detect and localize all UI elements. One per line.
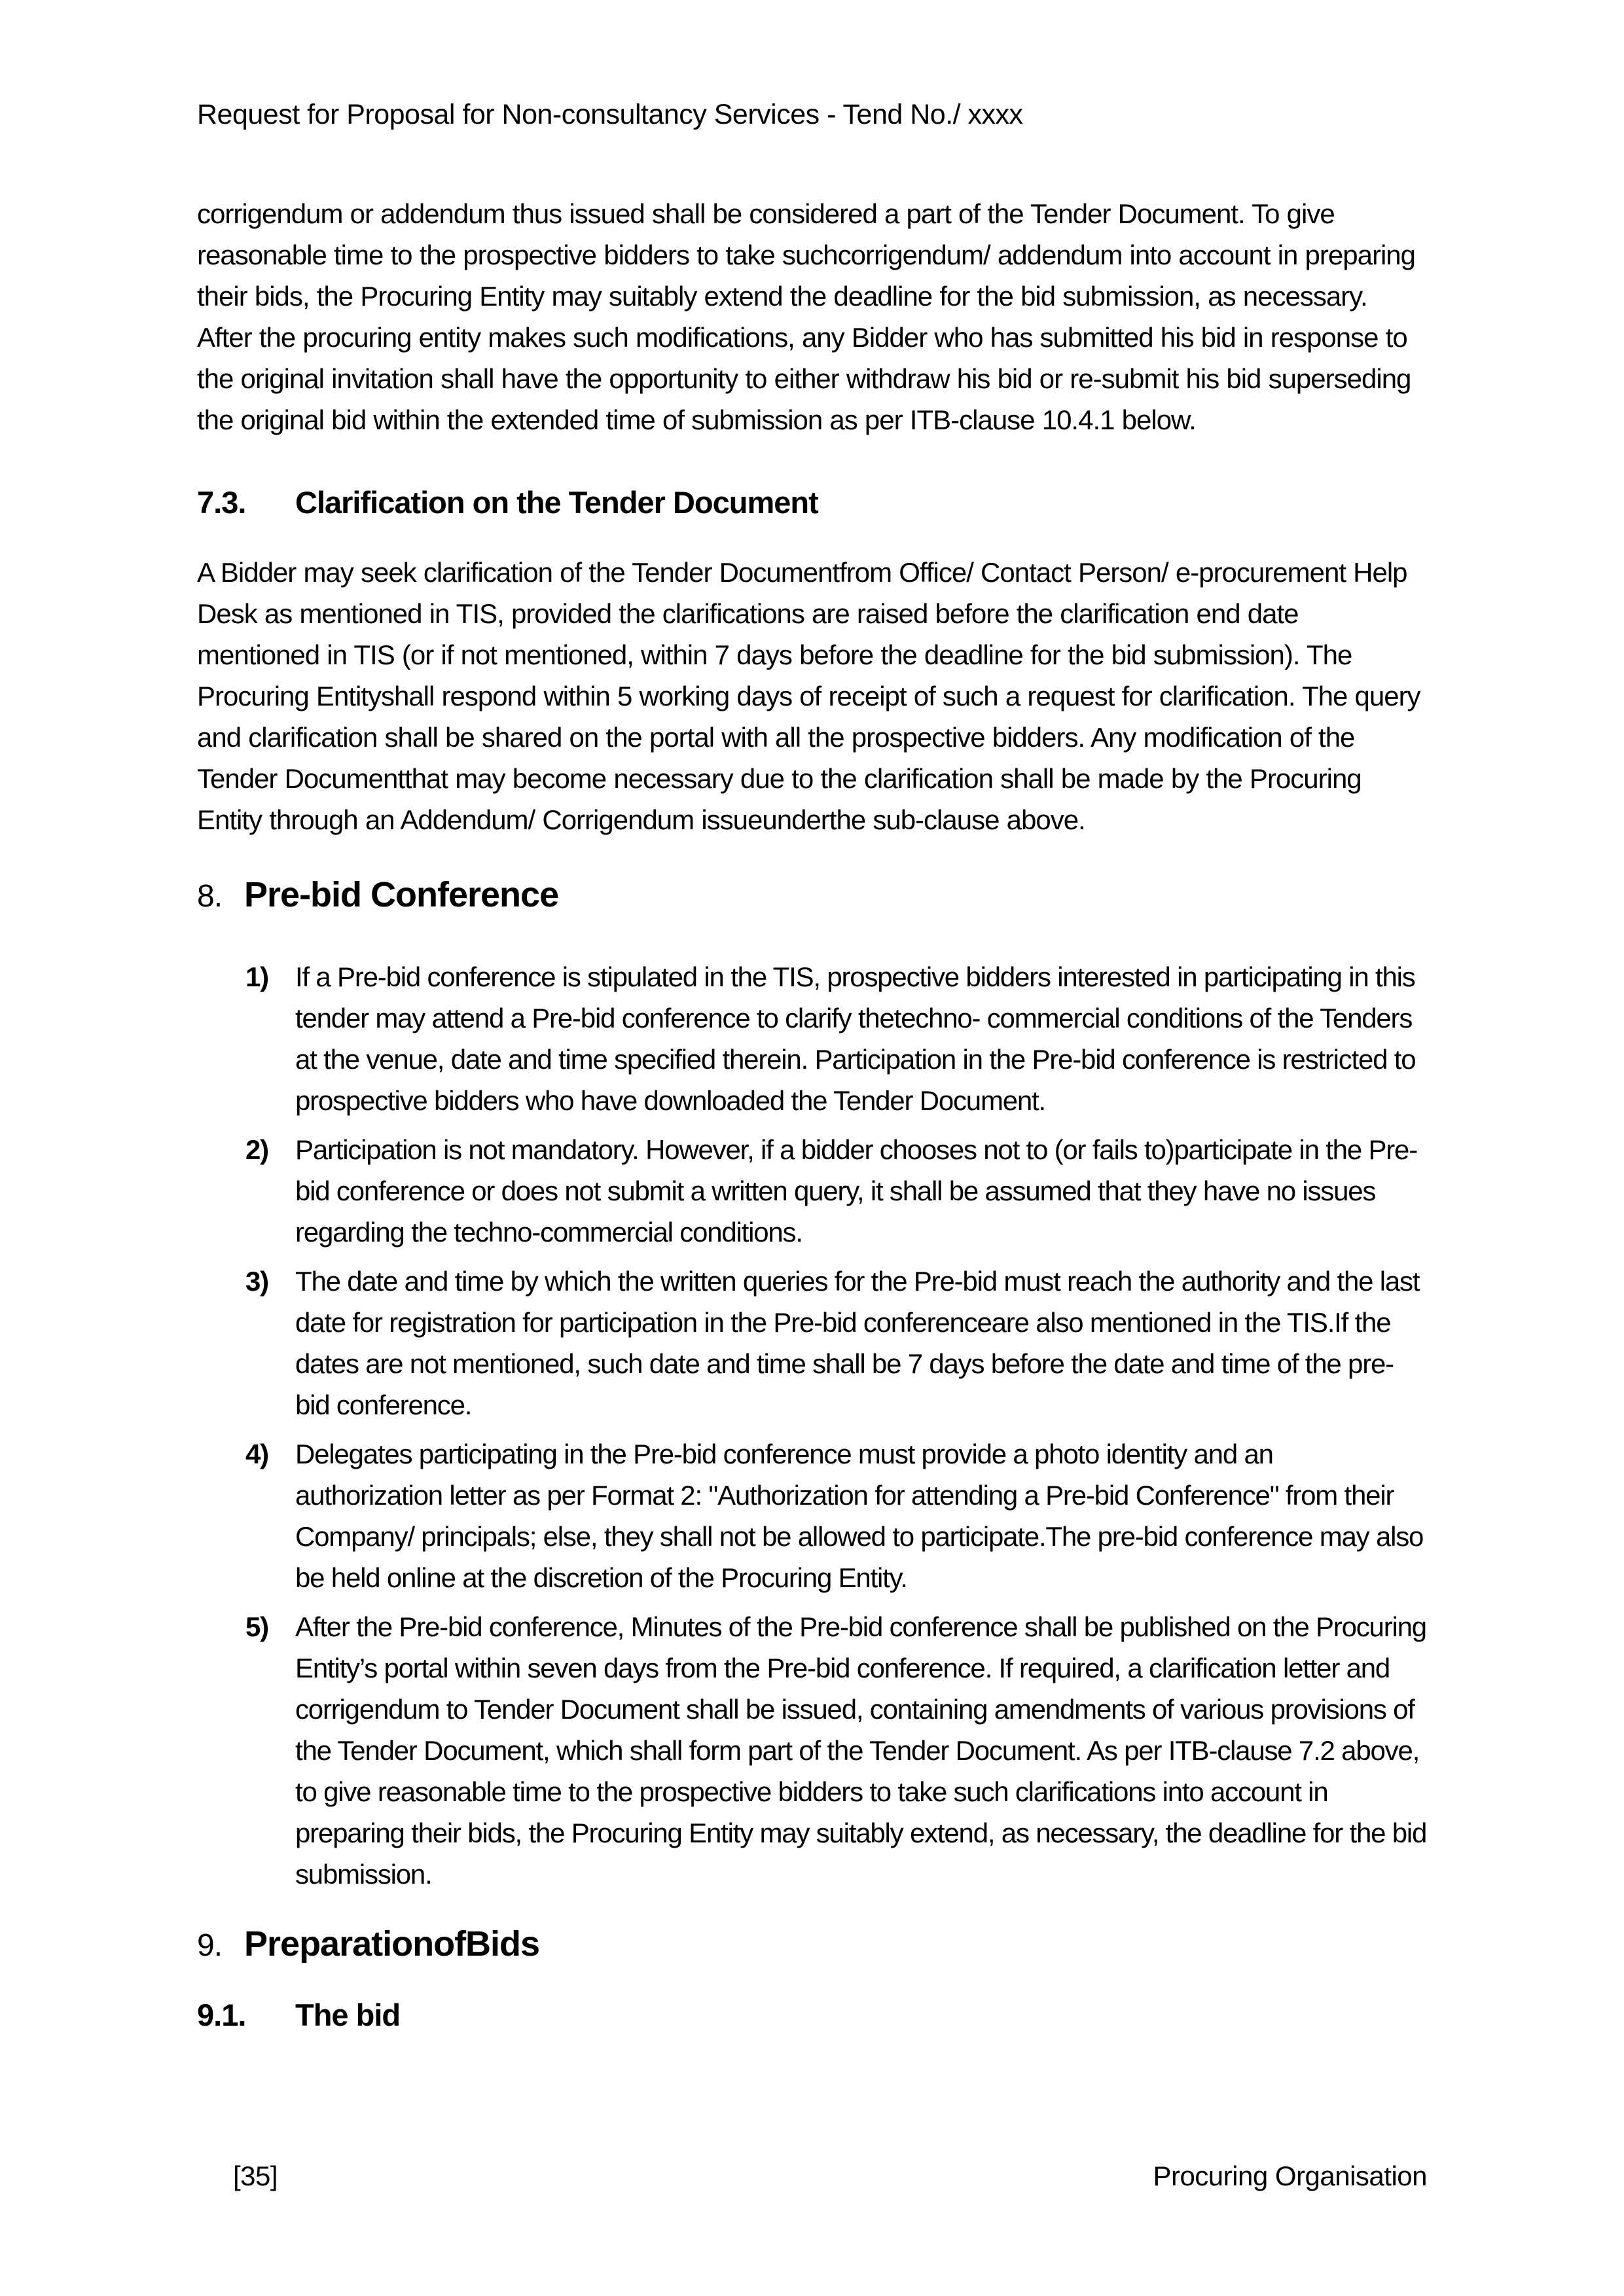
- list-item-1-number: 1): [245, 961, 268, 992]
- page-footer: [197, 2160, 1427, 2193]
- section-8-number: 8.: [197, 879, 223, 914]
- list-item-5-number: 5): [245, 1611, 268, 1642]
- list-item-5-text: After the Pre-bid conference, Minutes of the Pre-bid conference shall be published on the Procuring Entity’s portal within seven days from the Pre-bid conference. If required, a clarification letter and corrigendum to Tender Document shall be issued, containing amendments of various provisions of the Tender Document, which shall form part of the Tender Document. As per ITB-clause 7.2 above, to give reasonable time to the prospective bidders to take such clarifications into account in preparing their bids, the Procuring Entity may suitably extend, as necessary, the deadline for the bid submission.: [295, 1611, 1427, 1890]
- list-item-4-text: Delegates participating in the Pre-bid conference must provide a photo identity and an authorization letter as per Format 2: "Authorization for attending a Pre-bid Conference" from their Company/ principals; else, they shall not be allowed to participate.The pre-bid conference may also be held online at the discretion of the Procuring Entity.: [295, 1439, 1424, 1593]
- list-item-4: [245, 1433, 1427, 1598]
- header-title: Request for Proposal for Non-consultancy Services - Tend No./ xxxx: [197, 99, 1023, 130]
- list-item-3: [245, 1261, 1427, 1426]
- paragraph-clarification: A Bidder may seek clarification of the Tender Documentfrom Office/ Contact Person/ e-procurement Help Desk as mentioned in TIS, provided the clarifications are raised before the clarification end date mentioned in TIS (or if not mentioned, within 7 days before the deadline for the bid submission). The Procuring Entityshall respond within 5 working days of receipt of such a request for clarification. The query and clarification shall be shared on the portal with all the prospective bidders. Any modification of the Tender Documentthat may become necessary due to the clarification shall be made by the Procuring Entity through an Addendum/ Corrigendum issueunderthe sub-clause above.: [197, 557, 1420, 835]
- section-9-1-title: The bid: [295, 1998, 401, 2032]
- list-item-2: [245, 1129, 1427, 1253]
- section-9-1-number: 9.1.: [197, 1998, 246, 2032]
- section-8-heading: [197, 873, 1427, 918]
- paragraph-corrigendum-continuation: corrigendum or addendum thus issued shall be considered a part of the Tender Document. To give reasonable time to the prospective bidders to take suchcorrigendum/ addendum into account in preparing their bids, the Procuring Entity may suitably extend the deadline for the bid submission, as necessary. After the procuring entity makes such modifications, any Bidder who has submitted his bid in response to the original invitation shall have the opportunity to either withdraw his bid or re-submit his bid superseding the original bid within the extended time of submission as per ITB-clause 10.4.1 below.: [197, 198, 1416, 435]
- footer-organisation-label: Procuring Organisation: [1153, 2161, 1427, 2191]
- list-item-1: [245, 956, 1427, 1121]
- page-number: [35]: [233, 2161, 278, 2191]
- section-9-title: PreparationofBids: [244, 1924, 540, 1964]
- list-item-4-number: 4): [245, 1439, 268, 1469]
- section-9-1-heading: [197, 1996, 1427, 2034]
- list-item-3-number: 3): [245, 1266, 268, 1297]
- section-9-heading: [197, 1922, 1427, 1967]
- section-7-3-heading: [197, 484, 1427, 522]
- section-9-number: 9.: [197, 1928, 223, 1963]
- list-item-2-text: Participation is not mandatory. However, if a bidder chooses not to (or fails to)participate in the Pre-bid conference or does not submit a written query, it shall be assumed that they have no issues regarding the techno-commercial conditions.: [295, 1134, 1417, 1247]
- page-header: [197, 98, 1427, 131]
- section-7-3-title: Clarification on the Tender Document: [295, 485, 818, 520]
- section-8-title: Pre-bid Conference: [244, 875, 559, 914]
- list-item-5: [245, 1606, 1427, 1895]
- list-item-2-number: 2): [245, 1134, 268, 1165]
- prebid-conference-list: [197, 956, 1427, 1895]
- section-7-3-number: 7.3.: [197, 485, 246, 520]
- list-item-1-text: If a Pre-bid conference is stipulated in the TIS, prospective bidders interested in participating in this tender may attend a Pre-bid conference to clarify thetechno- commercial conditions of the Tenders at the venue, date and time specified therein. Participation in the Pre-bid conference is restricted to prospective bidders who have downloaded the Tender Document.: [295, 961, 1416, 1116]
- list-item-3-text: The date and time by which the written queries for the Pre-bid must reach the authority and the last date for registration for participation in the Pre-bid conferenceare also mentioned in the TIS.If the dates are not mentioned, such date and time shall be 7 days before the date and time of the pre-bid conference.: [295, 1266, 1420, 1420]
